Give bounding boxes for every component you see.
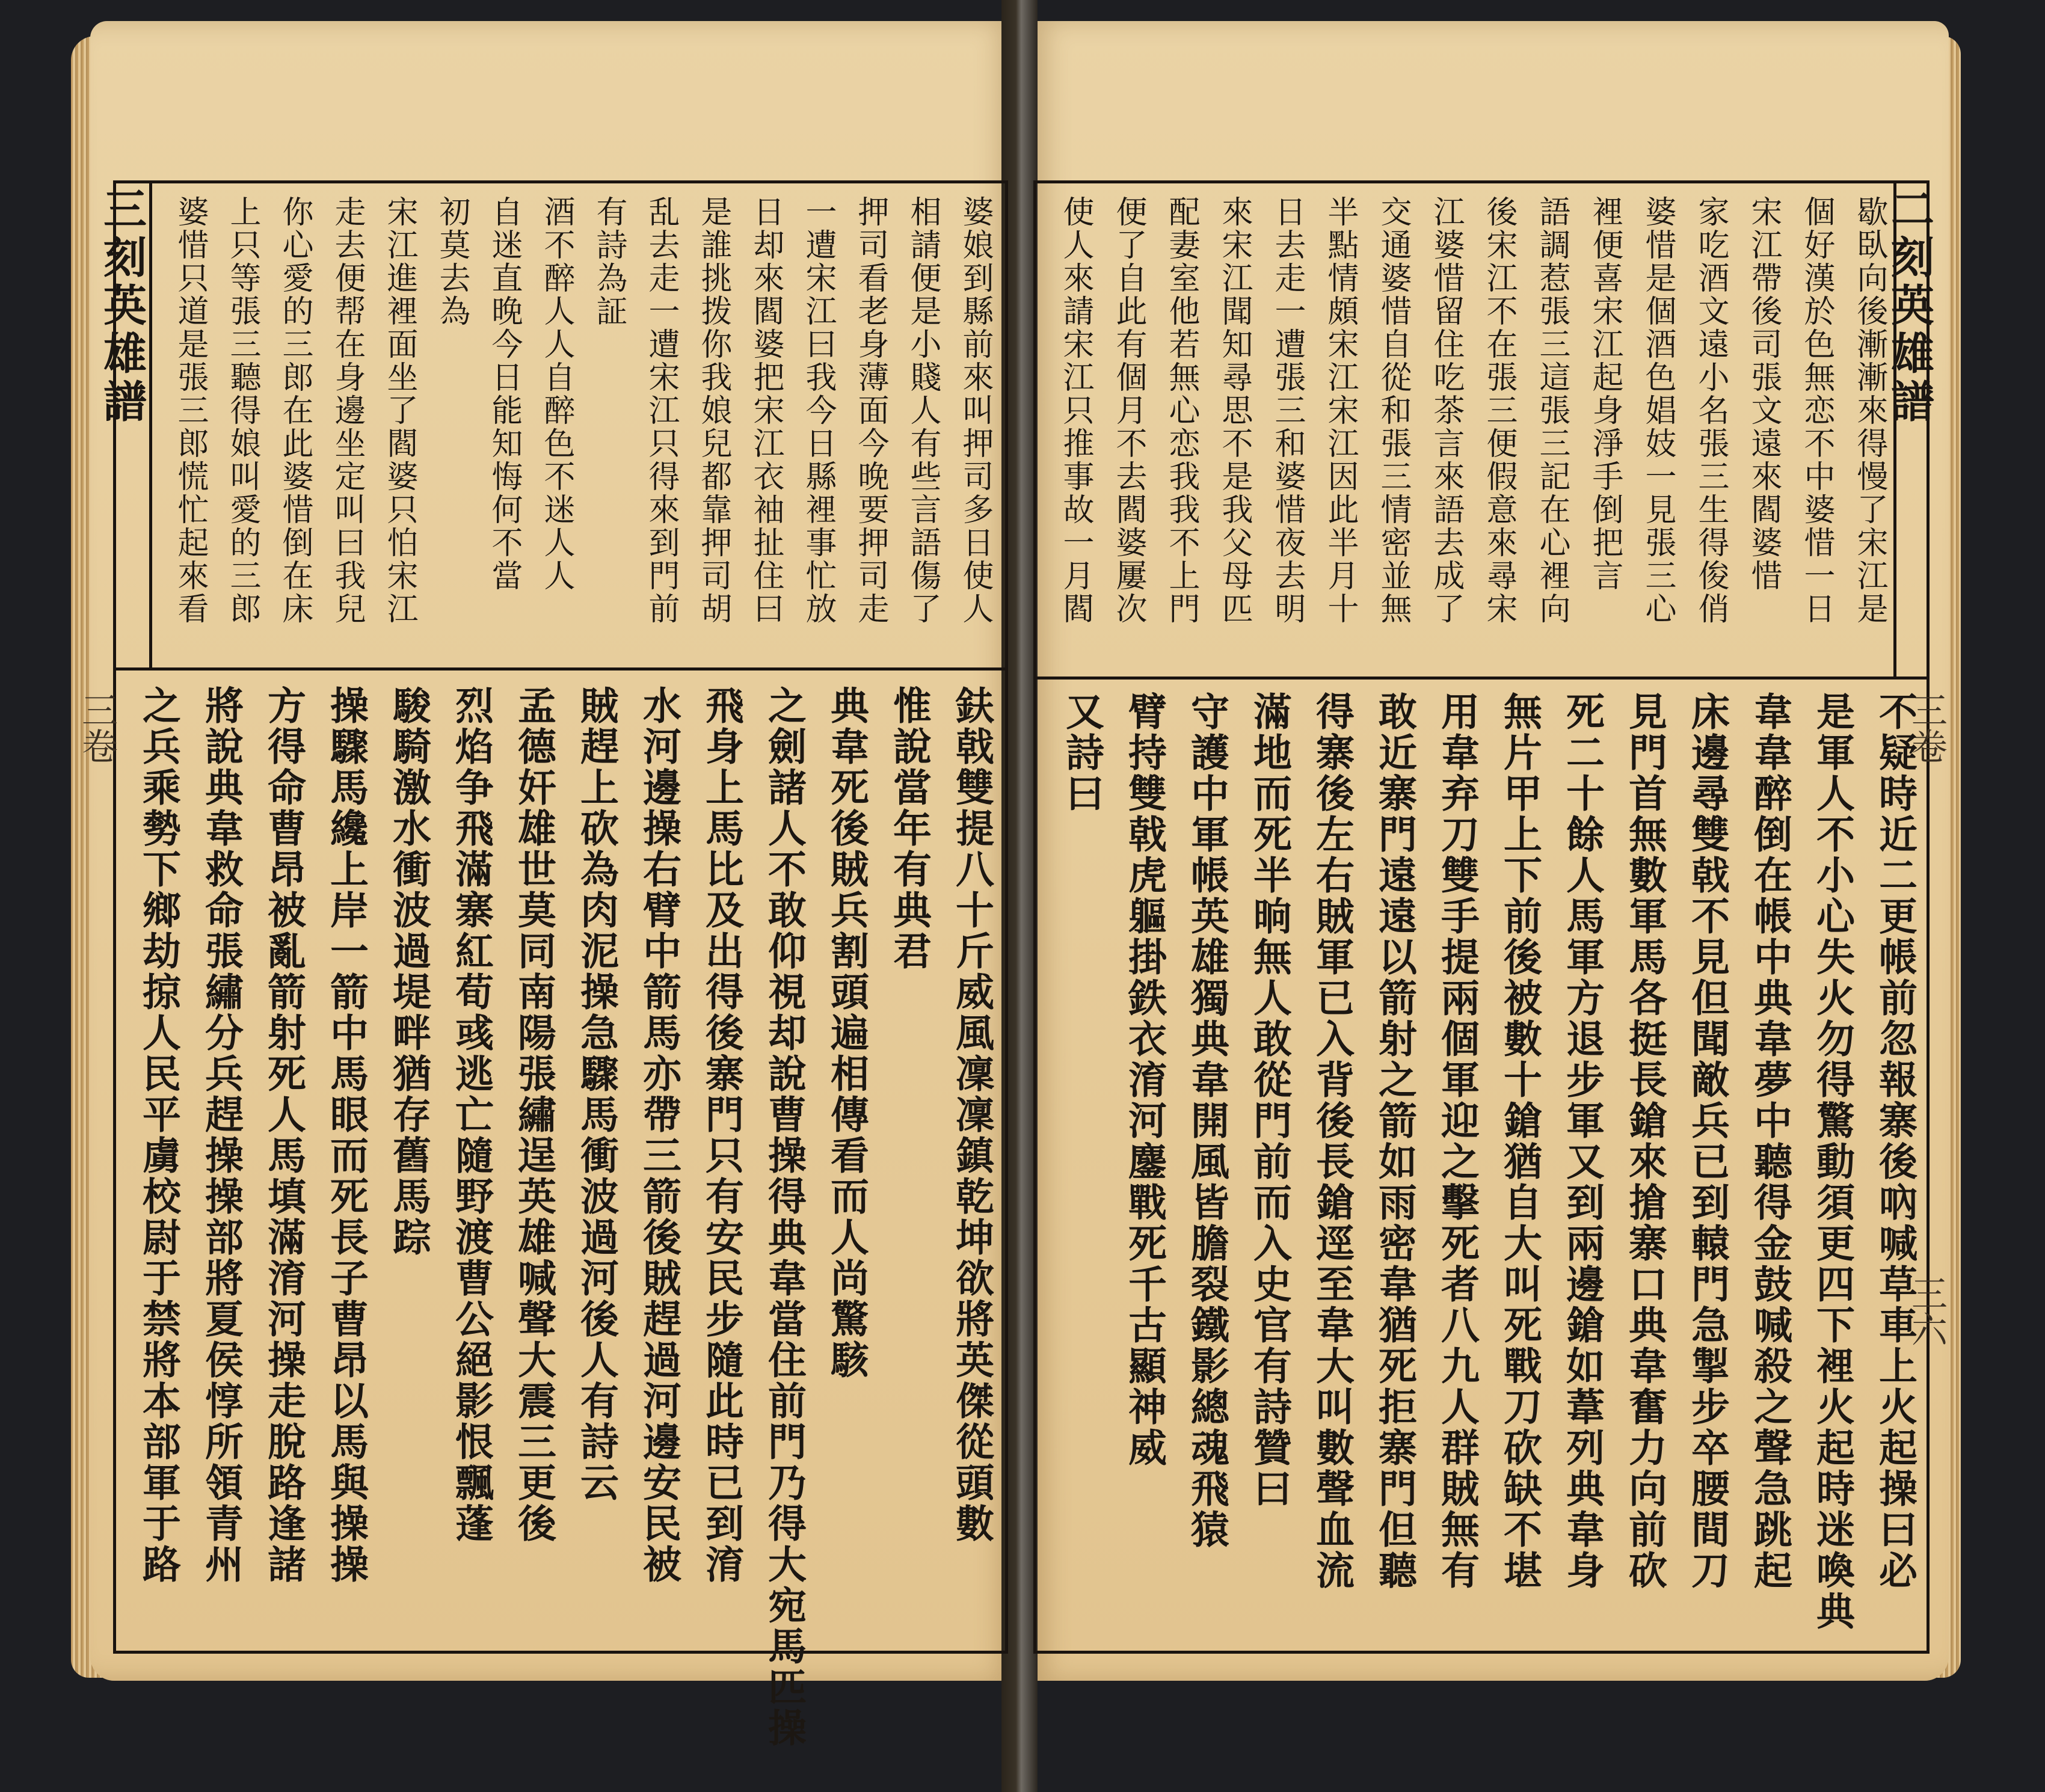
lower-text-column: 臂持雙戟虎軀掛鉄衣淯河鏖戰死千古顯神威 bbox=[1122, 692, 1167, 1468]
upper-text-column: 初莫去為 bbox=[434, 195, 470, 328]
lower-text-column: 滿地而死半晌無人敢從門前而入史官有詩贊曰 bbox=[1247, 692, 1292, 1509]
upper-text-column: 一遭宋江曰我今日縣裡事忙放 bbox=[800, 195, 836, 625]
upper-text-column: 宋江帶後司張文遠來閻婆惜 bbox=[1745, 195, 1782, 592]
lower-text-column: 惟說當年有典君 bbox=[887, 686, 932, 972]
upper-text-column: 江婆惜留住吃茶言來語去成了 bbox=[1428, 195, 1464, 625]
upper-text-column: 個好漢於色無恋不中婆惜一日 bbox=[1798, 195, 1834, 625]
upper-text-column: 乱去走一遭宋江只得來到門前 bbox=[643, 195, 679, 625]
right-page-divider bbox=[1033, 677, 1927, 680]
upper-text-column: 語調惹張三這張三記在心裡向 bbox=[1534, 195, 1570, 625]
lower-text-column: 敢近寨門遠遠以箭射之箭如雨密韋猶死拒寨門但聽 bbox=[1372, 692, 1417, 1591]
lower-text-column: 之兵乘勢下鄉劫掠人民平虜校尉于禁將本部軍于路 bbox=[136, 686, 181, 1585]
lower-text-column: 韋韋醉倒在帳中典韋夢中聽得金鼓喊殺之聲急跳起 bbox=[1747, 692, 1792, 1591]
lower-text-column: 駿騎激水衝波過堤畔猶存舊馬踪 bbox=[386, 686, 431, 1258]
upper-text-column: 來宋江聞知尋思不是我父母匹 bbox=[1216, 195, 1252, 625]
lower-text-column: 水河邊操右臂中箭馬亦帶三箭後賊趕過河邊安民被 bbox=[636, 686, 681, 1585]
lower-text-column: 鈇戟雙提八十斤威風凜凜鎮乾坤欲將英傑從頭數 bbox=[949, 686, 994, 1544]
right-running-title: 二刻英雄譜 bbox=[1884, 186, 1935, 427]
lower-text-column: 床邊尋雙戟不見但聞敵兵已到轅門急掣步卒腰間刀 bbox=[1685, 692, 1730, 1591]
upper-text-column: 後宋江不在張三便假意來尋宋 bbox=[1481, 195, 1517, 625]
lower-text-column: 之劍諸人不敢仰視却說曹操得典韋當住前門乃得大宛馬匹操 bbox=[761, 686, 807, 1749]
upper-text-column: 酒不醉人人自醉色不迷人人 bbox=[538, 195, 574, 592]
left-chapter-mark: 三卷 bbox=[76, 692, 118, 764]
lower-text-column: 用韋弃刀雙手提兩個軍迎之擊死者八九人群賊無有 bbox=[1435, 692, 1480, 1591]
upper-text-column: 半點情頗宋江宋江因此半月十 bbox=[1322, 195, 1358, 625]
upper-text-column: 婆娘到縣前來叫押司多日使人 bbox=[957, 195, 993, 625]
upper-text-column: 押司看老身薄面今晚要押司走 bbox=[852, 195, 888, 625]
upper-text-column: 是誰挑拨你我娘兒都靠押司胡 bbox=[695, 195, 731, 625]
lower-text-column: 飛身上馬比及出得後寨門只有安民步隨此時已到淯 bbox=[699, 686, 744, 1585]
upper-text-column: 配妻室他若無心恋我我不上門 bbox=[1163, 195, 1199, 625]
left-page-divider bbox=[113, 667, 1005, 670]
lower-text-column: 守護中軍帳英雄獨典韋開風皆膽裂鐵影總魂飛猿 bbox=[1184, 692, 1229, 1550]
upper-text-column: 上只等張三聽得娘叫愛的三郎 bbox=[224, 195, 260, 625]
left-running-title: 三刻英雄譜 bbox=[96, 186, 147, 427]
upper-text-column: 交通婆惜自從和張三情密並無 bbox=[1375, 195, 1411, 625]
lower-text-column: 不疑時近二更帳前忽報寨後吶喊草車上火起操曰必 bbox=[1872, 692, 1917, 1591]
upper-text-column: 裡便喜宋江起身淨手倒把言 bbox=[1587, 195, 1623, 592]
lower-text-column: 烈焰争飛滿寨紅荀彧逃亡隨野渡曹公絕影恨飄蓬 bbox=[449, 686, 494, 1544]
upper-text-column: 有詩為証 bbox=[591, 195, 627, 328]
upper-text-column: 宋江進裡面坐了閻婆只怕宋江 bbox=[381, 195, 417, 625]
upper-text-column: 走去便帮在身邊坐定叫曰我兒 bbox=[329, 195, 365, 625]
lower-text-column: 是軍人不小心失火勿得驚動須更四下裡火起時迷喚典 bbox=[1810, 692, 1855, 1632]
upper-text-column: 日却來閻婆把宋江衣袖扯住曰 bbox=[748, 195, 784, 625]
lower-text-column: 賊趕上砍為肉泥操急驟馬衝波過河後人有詩云 bbox=[574, 686, 619, 1503]
upper-text-column: 便了自此有個月不去閻婆屢次 bbox=[1110, 195, 1146, 625]
upper-text-column: 婆惜是個酒色娼妓一見張三心 bbox=[1640, 195, 1676, 625]
upper-text-column: 家吃酒文遠小名張三生得俊俏 bbox=[1693, 195, 1729, 625]
right-folio-number: 三六 bbox=[1905, 1275, 1948, 1347]
lower-text-column: 孟德奸雄世莫同南陽張繡逞英雄喊聲大震三更後 bbox=[511, 686, 556, 1544]
upper-text-column: 相請便是小賤人有些言語傷了 bbox=[905, 195, 941, 625]
lower-text-column: 死二十餘人馬軍方退步軍又到兩邊鎗如葦列典韋身 bbox=[1560, 692, 1605, 1591]
upper-text-column: 歇臥向後漸漸來得慢了宋江是 bbox=[1851, 195, 1887, 625]
upper-text-column: 婆惜只道是張三郎慌忙起來看 bbox=[172, 195, 208, 625]
upper-text-column: 使人來請宋江只推事故一月閻 bbox=[1057, 195, 1093, 625]
lower-text-column: 將說典韋救命張繡分兵趕操操部將夏侯惇所領青州 bbox=[198, 686, 244, 1585]
lower-text-column: 方得命曹昂被亂箭射死人馬填滿淯河操走脫路逢諸 bbox=[261, 686, 306, 1585]
upper-text-column: 你心愛的三郎在此婆惜倒在床 bbox=[277, 195, 313, 625]
lower-text-column: 典韋死後賊兵割頭遍相傳看而人尚驚駭 bbox=[824, 686, 869, 1381]
lower-text-column: 又詩曰 bbox=[1059, 692, 1104, 814]
lower-text-column: 得寨後左右賊軍已入背後長鎗逕至韋大叫數聲血流 bbox=[1309, 692, 1355, 1591]
upper-text-column: 自迷直晚今日能知悔何不當 bbox=[486, 195, 522, 592]
lower-text-column: 見門首無數軍馬各挺長鎗來搶寨口典韋奮力向前砍 bbox=[1622, 692, 1667, 1591]
right-chapter-mark: 三卷 bbox=[1905, 692, 1948, 764]
lower-text-column: 操驟馬纔上岸一箭中馬眼而死長子曹昂以馬與操操 bbox=[324, 686, 369, 1585]
lower-text-column: 無片甲上下前後被數十鎗猶自大叫死戰刀砍缺不堪 bbox=[1497, 692, 1542, 1591]
upper-text-column: 日去走一遭張三和婆惜夜去明 bbox=[1269, 195, 1305, 625]
